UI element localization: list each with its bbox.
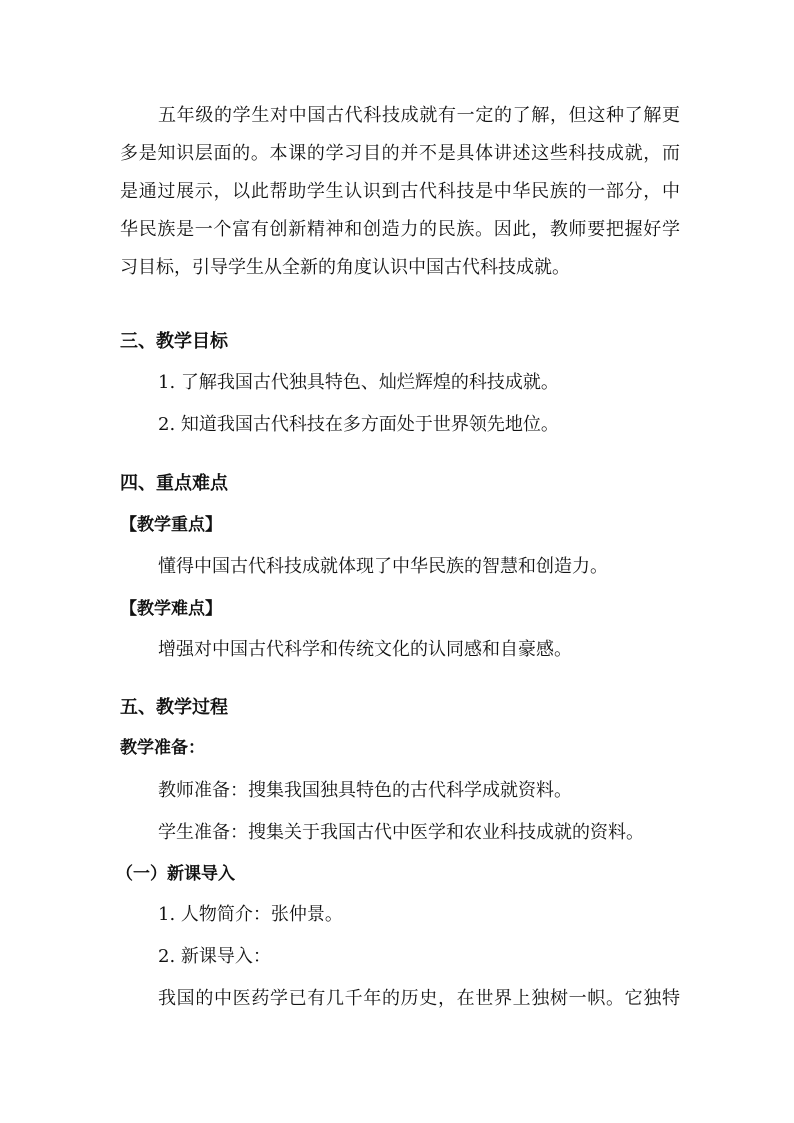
prep-label: 教学准备： — [120, 738, 205, 758]
section3-heading: 三、教学目标 — [120, 331, 228, 352]
intro-line-1: 五年级的学生对中国古代科技成就有一定的了解，但这种了解更 — [158, 105, 680, 126]
intro-line-5: 习目标，引导学生从全新的角度认识中国古代科技成就。 — [120, 257, 570, 278]
part1-heading: （一）新课导入 — [116, 864, 235, 884]
part1-text: 我国的中医药学已有几千年的历史，在世界上独树一帜。它独特 — [158, 988, 680, 1009]
section4-heading: 四、重点难点 — [120, 473, 228, 494]
key-point-label: 【教学重点】 — [120, 515, 222, 535]
part1-item-1: 1. 人物简介：张仲景。 — [158, 904, 343, 925]
objective-2: 2. 知道我国古代科技在多方面处于世界领先地位。 — [158, 414, 559, 435]
section5-heading: 五、教学过程 — [120, 697, 228, 718]
difficulty-text: 增强对中国古代科学和传统文化的认同感和自豪感。 — [158, 639, 572, 660]
intro-line-4: 华民族是一个富有创新精神和创造力的民族。因此，教师要把握好学 — [120, 219, 680, 240]
difficulty-label: 【教学难点】 — [120, 599, 222, 619]
intro-line-3: 是通过展示，以此帮助学生认识到古代科技是中华民族的一部分，中 — [120, 181, 680, 202]
key-point-text: 懂得中国古代科技成就体现了中华民族的智慧和创造力。 — [158, 556, 608, 577]
objective-1: 1. 了解我国古代独具特色、灿烂辉煌的科技成就。 — [158, 372, 559, 393]
teacher-prep: 教师准备：搜集我国独具特色的古代科学成就资料。 — [158, 780, 572, 801]
student-prep: 学生准备：搜集关于我国古代中医学和农业科技成就的资料。 — [158, 822, 644, 843]
intro-line-2: 多是知识层面的。本课的学习目的并不是具体讲述这些科技成就，而 — [120, 143, 680, 164]
part1-item-2: 2. 新课导入： — [158, 946, 271, 967]
